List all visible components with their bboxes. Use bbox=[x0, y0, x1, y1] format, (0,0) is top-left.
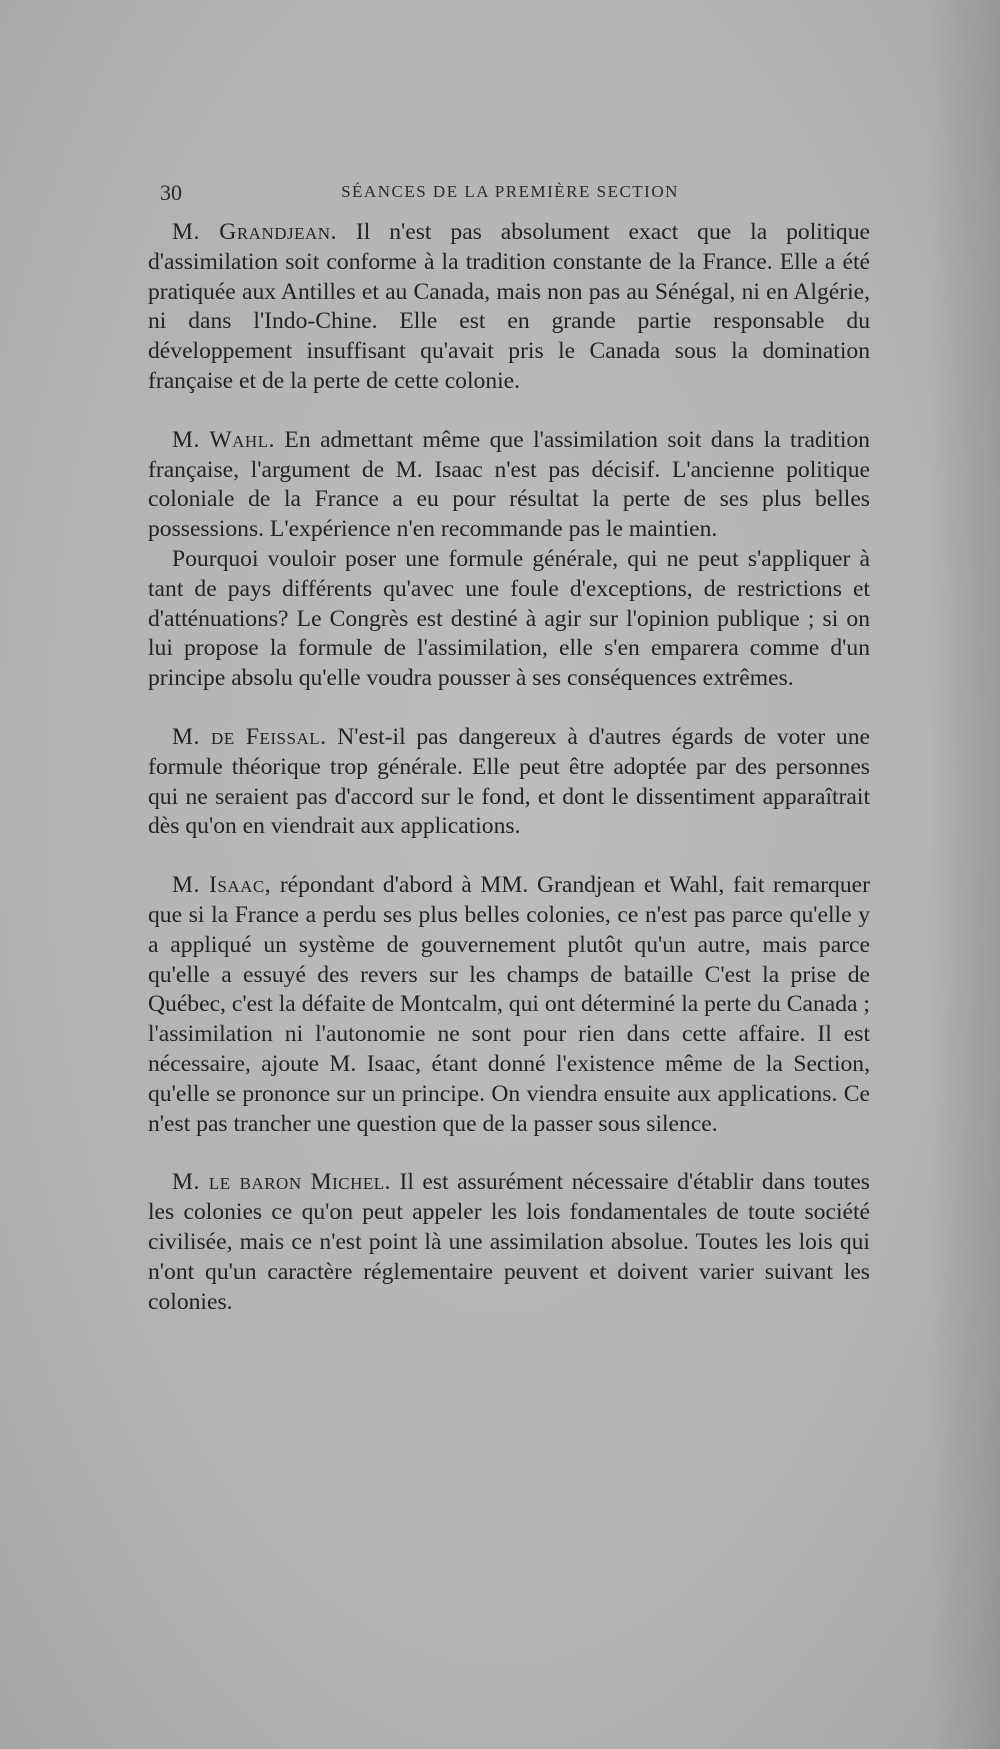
paragraph-wahl-continued bbox=[148, 545, 870, 694]
paragraph-wahl bbox=[148, 426, 870, 545]
speaker-name: M. le baron Michel. bbox=[172, 1169, 392, 1196]
speaker-name: M. Wahl. bbox=[172, 426, 275, 453]
paragraph-text: Il est assurément nécessaire d'établir dans toutes les colonies ce qu'on peut appeler les lois fondamentales de toute société civilisée, mais ce n'est point là une assimilation absolue. Toutes les lois qui n'ont qu'un caractère réglementaire peuvent et doivent varier suivant les colonies. bbox=[148, 1169, 870, 1315]
paragraph-text: Pourquoi vouloir poser une formule générale, qui ne peut s'appliquer à tant de pays différents qu'avec une foule d'exceptions, de restrictions et d'atténuations? Le Congrès est destiné à agir sur l'opinion publique ; si on lui propose la formule de l'assimilation, elle s'en emparera comme d'un principe absolu qu'elle voudra pousser à ses conséquences extrêmes. bbox=[148, 545, 870, 692]
paragraph-michel bbox=[148, 1168, 870, 1317]
speaker-name: M. Grandjean. bbox=[172, 219, 337, 245]
page-number: 30 bbox=[160, 180, 182, 205]
paragraph-text: Il n'est pas absolument exact que la politique d'assimilation soit conforme à la tradition constante de la France. Elle a été pratiquée aux Antilles et au Canada, mais non pas au Sénégal, ni en Algérie, ni dans l'Indo-Chine. Elle est en grande partie responsable du développement insuffisant qu'avait pris le Canada sous la domination française et de la perte de cette colonie. bbox=[148, 219, 871, 394]
paragraph-text: En admettant même que l'assimilation soit dans la tradition française, l'argument de M. Isaac n'est pas décisif. L'ancienne politique coloniale de la France a eu pour résultat la perte de ses plus belles possessions. L'expérience n'en recommande pas le maintien. bbox=[148, 426, 870, 543]
page-header bbox=[160, 180, 860, 208]
paragraph-text: N'est-il pas dangereux à d'autres égards de voter une formule théorique trop générale. Elle peut être adoptée par des personnes qui ne seraient pas d'accord sur le fond, et dont le dissentiment apparaîtrait dès qu'on en viendrait aux applications. bbox=[148, 723, 870, 840]
paragraph-de-feissal bbox=[148, 723, 870, 842]
paragraph-text: répondant d'abord à MM. Grandjean et Wahl, fait remarquer que si la France a perdu ses plus belles colonies, ce n'est pas parce qu'elle y a appliqué un système de gouvernement plutôt qu'un autre, mais parce qu'elle a essuyé des revers sur les champs de bataille C'est la prise de Québec, c'est la défaite de Montcalm, qui ont déterminé la perte du Canada ; l'assimilation ni l'autonomie ne sont pour rien dans cette affaire. Il est nécessaire, ajoute M. Isaac, étant donné l'existence même de la Section, qu'elle se prononce sur un principe. On viendra ensuite aux applications. Ce n'est pas trancher une question que de la passer sous silence. bbox=[148, 872, 870, 1137]
paragraph-isaac bbox=[148, 871, 870, 1139]
running-title: SÉANCES DE LA PREMIÈRE SECTION bbox=[341, 182, 679, 201]
paragraph-grandjean bbox=[148, 218, 870, 397]
body-text bbox=[148, 218, 870, 1317]
speaker-name: M. de Feissal. bbox=[172, 723, 327, 750]
speaker-name: M. Isaac, bbox=[172, 872, 272, 899]
